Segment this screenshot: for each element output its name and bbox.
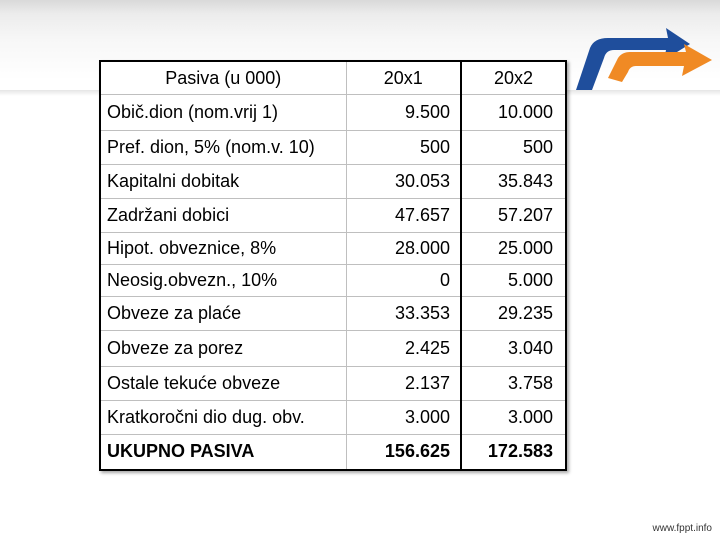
header-pasiva: Pasiva (u 000) xyxy=(100,61,346,95)
row-value-year-2: 500 xyxy=(461,131,566,165)
row-value-year-2: 5.000 xyxy=(461,265,566,297)
row-value-year-1: 2.137 xyxy=(346,367,461,401)
row-value-year-1: 28.000 xyxy=(346,233,461,265)
row-label: Obveze za porez xyxy=(100,331,346,367)
row-value-year-1: 500 xyxy=(346,131,461,165)
table-row xyxy=(100,367,566,401)
table-row xyxy=(100,233,566,265)
row-value-year-1: 2.425 xyxy=(346,331,461,367)
row-value-year-1: 33.353 xyxy=(346,297,461,331)
table-total-row xyxy=(100,435,566,470)
total-value-year-1: 156.625 xyxy=(346,435,461,470)
table-row xyxy=(100,401,566,435)
row-label: Kratkoročni dio dug. obv. xyxy=(100,401,346,435)
row-value-year-2: 29.235 xyxy=(461,297,566,331)
row-value-year-1: 9.500 xyxy=(346,95,461,131)
row-value-year-2: 57.207 xyxy=(461,199,566,233)
pasiva-table xyxy=(99,60,567,471)
total-value-year-2: 172.583 xyxy=(461,435,566,470)
table-header-row xyxy=(100,61,566,95)
table-row xyxy=(100,199,566,233)
row-label: Obič.dion (nom.vrij 1) xyxy=(100,95,346,131)
table-row xyxy=(100,165,566,199)
fppt-logo-icon xyxy=(568,18,716,98)
row-value-year-2: 3.040 xyxy=(461,331,566,367)
row-label: Neosig.obvezn., 10% xyxy=(100,265,346,297)
total-label: UKUPNO PASIVA xyxy=(100,435,346,470)
row-value-year-2: 3.000 xyxy=(461,401,566,435)
row-value-year-1: 3.000 xyxy=(346,401,461,435)
table-row xyxy=(100,297,566,331)
row-label: Zadržani dobici xyxy=(100,199,346,233)
row-label: Ostale tekuće obveze xyxy=(100,367,346,401)
row-label: Kapitalni dobitak xyxy=(100,165,346,199)
table-row xyxy=(100,131,566,165)
header-year-2: 20x2 xyxy=(461,61,566,95)
row-label: Obveze za plaće xyxy=(100,297,346,331)
row-value-year-1: 0 xyxy=(346,265,461,297)
row-label: Pref. dion, 5% (nom.v. 10) xyxy=(100,131,346,165)
row-value-year-2: 35.843 xyxy=(461,165,566,199)
row-label: Hipot. obveznice, 8% xyxy=(100,233,346,265)
row-value-year-2: 3.758 xyxy=(461,367,566,401)
row-value-year-2: 10.000 xyxy=(461,95,566,131)
table-row xyxy=(100,95,566,131)
header-year-1: 20x1 xyxy=(346,61,461,95)
row-value-year-1: 30.053 xyxy=(346,165,461,199)
row-value-year-1: 47.657 xyxy=(346,199,461,233)
table-row xyxy=(100,331,566,367)
row-value-year-2: 25.000 xyxy=(461,233,566,265)
table-row xyxy=(100,265,566,297)
footer-url: www.fppt.info xyxy=(652,523,712,534)
